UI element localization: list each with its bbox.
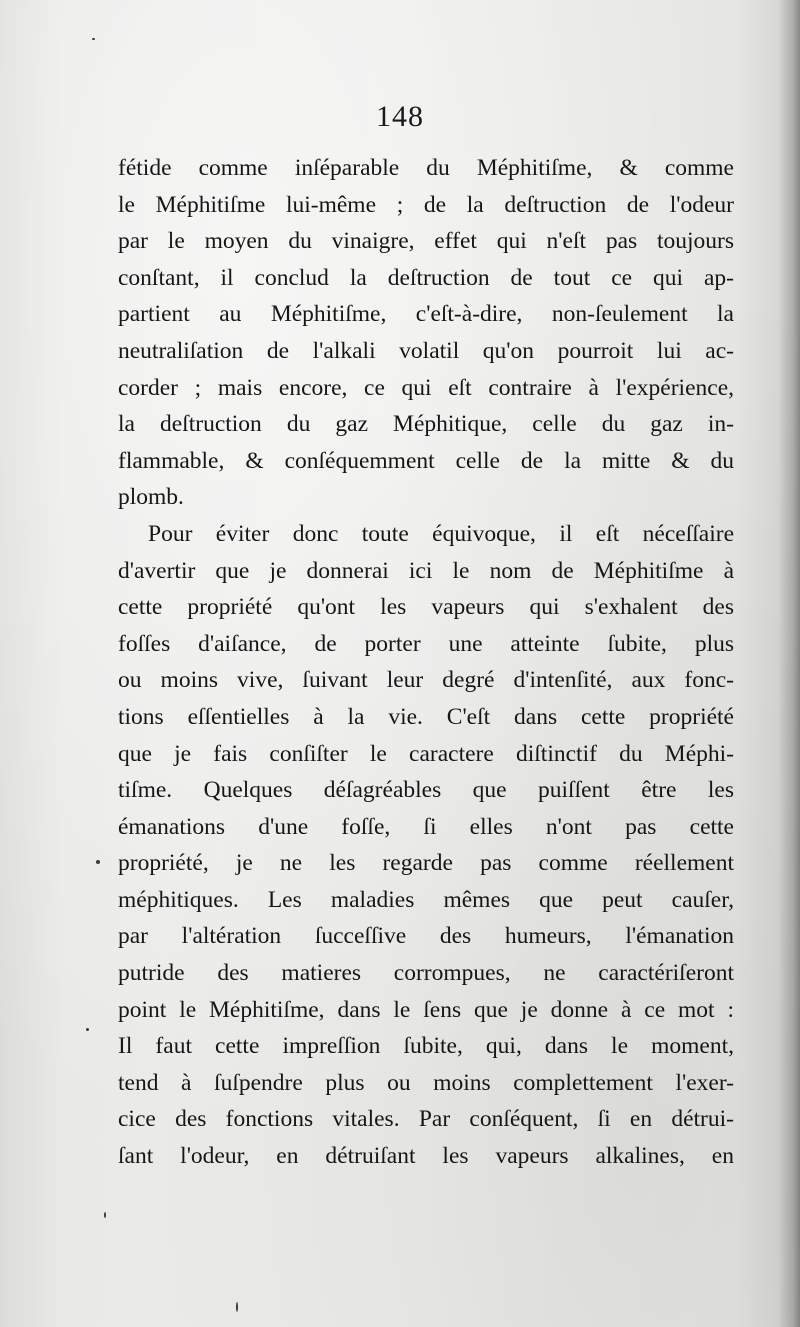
text-line: propriété, je ne les regarde pas comme réellement <box>118 850 734 877</box>
text-line: méphitiques. Les maladies mêmes que peut cauſer, <box>118 886 734 913</box>
text-line: corder ; mais encore, ce qui eſt contraire à l'expérience, <box>118 374 734 401</box>
text-line: point le Méphitiſme, dans le ſens que je donne à ce mot : <box>118 996 734 1023</box>
text-line: cette propriété qu'ont les vapeurs qui s'exhalent des <box>118 594 734 621</box>
text-line: neutraliſation de l'alkali volatil qu'on pourroit lui ac- <box>118 337 734 364</box>
text-line: émanations d'une foſſe, ſi elles n'ont pas cette <box>118 813 734 840</box>
text-line: Il faut cette impreſſion ſubite, qui, dans le moment, <box>118 1033 734 1060</box>
page-edge-shadow <box>778 0 800 1327</box>
text-line: tend à ſuſpendre plus ou moins complettement l'exer- <box>118 1069 734 1096</box>
page-number: 148 <box>376 100 424 133</box>
text-line: d'avertir que je donnerai ici le nom de Méphitiſme à <box>118 557 734 584</box>
text-line: par l'altération ſucceſſive des humeurs, l'émanation <box>118 923 734 950</box>
text-line: conſtant, il conclud la deſtruction de tout ce qui ap- <box>118 264 734 291</box>
text-line: la deſtruction du gaz Méphitique, celle du gaz in- <box>118 411 734 438</box>
text-line: ou moins vive, ſuivant leur degré d'intenſité, aux fonc- <box>118 667 734 694</box>
body-text <box>118 150 734 1175</box>
text-line: fétide comme inſéparable du Méphitiſme, & comme <box>118 155 734 181</box>
text-line: le Méphitiſme lui-même ; de la deſtruction de l'odeur <box>118 191 734 218</box>
text-line: ſant l'odeur, en détruiſant les vapeurs alkalines, en <box>118 1143 734 1170</box>
text-line: cice des fonctions vitales. Par conſéquent, ſi en détrui- <box>118 1106 734 1133</box>
text-line: tions eſſentielles à la vie. C'eſt dans cette propriété <box>118 703 734 730</box>
scan-speck <box>86 1028 89 1031</box>
text-line: putride des matieres corrompues, ne caractériſeront <box>118 960 734 987</box>
text-line: flammable, & conſéquemment celle de la mitte & du <box>118 447 734 474</box>
text-line: tiſme. Quelques déſagréables que puiſſent être les <box>118 777 734 804</box>
scan-speck <box>236 1302 238 1312</box>
text-line: foſſes d'aiſance, de porter une atteinte ſubite, plus <box>118 630 734 657</box>
paragraph-start-line: Pour éviter donc toute équivoque, il eſt néceſſaire <box>148 520 734 547</box>
text-line: plomb. <box>118 484 184 511</box>
text-line: partient au Méphitiſme, c'eſt-à-dire, non-ſeulement la <box>118 301 734 328</box>
text-line: par le moyen du vinaigre, effet qui n'eſt pas toujours <box>118 228 734 255</box>
scan-speck <box>92 38 95 40</box>
scan-speck <box>104 1212 106 1218</box>
text-line: que je fais conſiſter le caractere diſtinctif du Méphi- <box>118 740 734 767</box>
scan-speck <box>96 860 100 864</box>
